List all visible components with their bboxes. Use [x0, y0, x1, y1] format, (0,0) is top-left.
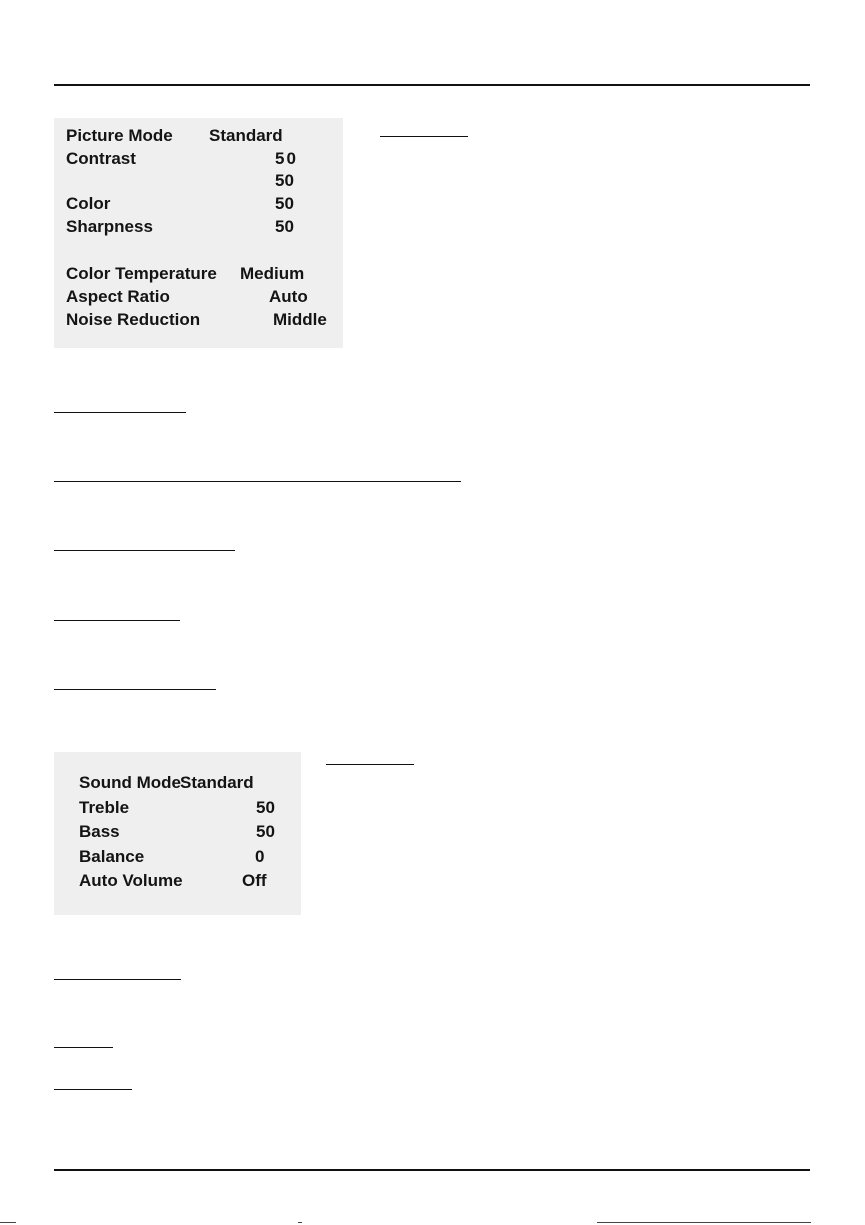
- treble-label: Treble: [79, 798, 130, 817]
- balance-label: Balance: [79, 847, 145, 866]
- aspect-ratio-label: Aspect Ratio: [66, 287, 170, 306]
- picture-mode-label: Picture Mode: [66, 126, 173, 145]
- section-underline-1: [54, 412, 186, 413]
- picture-mode-value: Standard: [209, 126, 283, 145]
- bass-label: Bass: [79, 822, 120, 841]
- bottom-rule: [54, 1169, 810, 1171]
- contrast-value: 50: [275, 149, 298, 168]
- balance-value: 0: [255, 847, 265, 866]
- top-rule: [54, 84, 810, 86]
- section-underline-6: [54, 979, 181, 980]
- scan-mark-left: [0, 1222, 16, 1223]
- color-temperature-value: Medium: [240, 264, 305, 283]
- noise-reduction-label: Noise Reduction: [66, 310, 201, 329]
- sound-mode-label: Sound Mode: [79, 773, 181, 792]
- sound-mode-value: Standard: [180, 773, 254, 792]
- aspect-ratio-value: Auto: [269, 287, 308, 306]
- contrast-label: Contrast: [66, 149, 136, 168]
- treble-value: 50: [256, 798, 275, 817]
- auto-volume-label: Auto Volume: [79, 871, 183, 890]
- sound-menu-panel: [54, 752, 301, 915]
- section-underline-5: [54, 689, 216, 690]
- section-underline-4: [54, 620, 180, 621]
- section-underline-7: [54, 1047, 113, 1048]
- bass-value: 50: [256, 822, 275, 841]
- noise-reduction-value: Middle: [273, 310, 327, 329]
- color-label: Color: [66, 194, 111, 213]
- scan-mark-right: [597, 1222, 811, 1223]
- picture-heading-underline: [380, 136, 468, 137]
- auto-volume-value: Off: [242, 871, 267, 890]
- scan-mark-middle: [298, 1222, 302, 1223]
- sharpness-value: 50: [275, 217, 294, 236]
- section-underline-3: [54, 550, 235, 551]
- section-underline-2: [54, 481, 461, 482]
- color-value: 50: [275, 194, 294, 213]
- sound-heading-underline: [326, 764, 414, 765]
- color-temperature-label: Color Temperature: [66, 264, 217, 283]
- picture-menu-panel: [54, 118, 343, 348]
- brightness-value: 50: [275, 171, 294, 190]
- section-underline-8: [54, 1089, 132, 1090]
- sharpness-label: Sharpness: [66, 217, 153, 236]
